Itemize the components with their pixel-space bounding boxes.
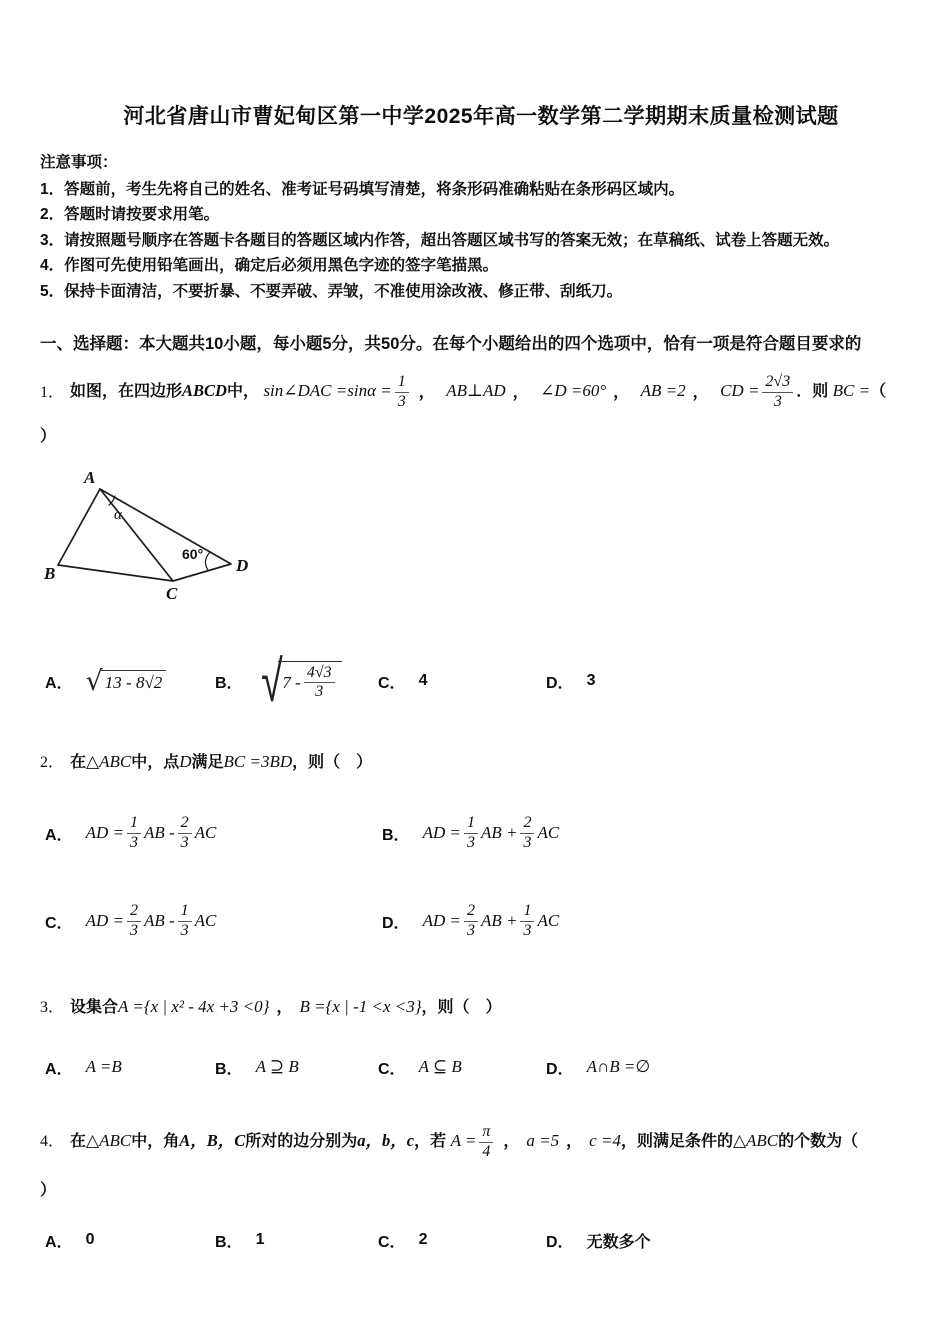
q3-option-a: A． A =B	[45, 1057, 122, 1078]
q3-text: ，则（ ）	[421, 999, 502, 1017]
q1-open-paren: （	[870, 383, 887, 401]
q1-option-a: A． √ 13 - 8√2	[45, 664, 215, 698]
fraction: $\frac{4√3}{3}$	[304, 664, 335, 702]
q4-formula-side-a: a =5	[526, 1131, 560, 1151]
vertex-label-a: A	[84, 468, 96, 488]
q2-triangle: △ABC	[86, 752, 132, 772]
page-title: 河北省唐山市曹妃甸区第一中学2025年高一数学第二学期期末质量检测试题	[123, 105, 839, 128]
fraction: $\frac{1}{3}$	[127, 814, 141, 852]
radical: √ 13 - 8√2	[86, 668, 167, 695]
q4-option-a: A． 0	[45, 1231, 95, 1251]
q4-triangle: △ABC	[86, 1131, 132, 1151]
q4-option-b: B． 1	[215, 1231, 265, 1251]
vertex-label-b: B	[44, 564, 56, 584]
q3-text: 设集合	[70, 999, 119, 1017]
q2-option-b: B． AD = $\frac{1}{3}$ AB + $\frac{2}{3}$ AC	[382, 814, 560, 851]
fraction: $\frac{1}{3}$	[464, 814, 478, 852]
vertex-label-c: C	[166, 584, 178, 604]
notice-item-3: 3．请按照题号顺序在答题卡各题目的答题区域内作答，超出答题区域书写的答案无效；在草稿纸、试卷上答题无效。	[40, 231, 840, 249]
q1-comma: ，	[418, 383, 435, 401]
q4-text: ，则满足条件的	[620, 1133, 733, 1151]
q4-text: 所对的边分别为	[245, 1133, 358, 1151]
q3-option-b: B． A ⊇ B	[215, 1057, 299, 1078]
q1-text: 如图，在四边形	[70, 383, 183, 401]
q1-options	[40, 645, 938, 717]
q1-comma: ，	[613, 383, 630, 401]
q2-text: ，则（ ）	[292, 754, 373, 772]
q2-options-row1	[40, 804, 938, 862]
notice-heading: 注意事项：	[40, 154, 118, 171]
q4-text: 在	[70, 1133, 87, 1151]
notice-item-4: 4．作图可先使用铅笔画出，确定后必须用黑色字迹的签字笔描黑。	[40, 257, 499, 274]
q1-text: ．则	[796, 383, 829, 401]
q3-option-d: D． A∩B =∅	[546, 1057, 651, 1078]
q2-option-a: A． AD = $\frac{1}{3}$ AB - $\frac{2}{3}$ AC	[45, 814, 217, 851]
q3-option-c: C． A ⊆ B	[378, 1057, 462, 1078]
vertex-label-d: D	[236, 556, 249, 576]
q1-option-c: C． 4	[378, 672, 428, 692]
q1-formula-sin: sin∠DAC =sinα =	[263, 381, 392, 401]
notice-section	[40, 150, 938, 304]
angle-alpha-label: α	[114, 507, 122, 524]
section-heading: 一、选择题：本大题共10小题，每小题5分，共50分。在每个小题给出的四个选项中，恰有一项是符合题目要求的	[40, 335, 862, 353]
q4-text: 中，角	[131, 1133, 180, 1151]
q4-text: 的个数为（	[778, 1133, 859, 1151]
question-1-stem	[40, 373, 938, 411]
q1-number: 1．	[40, 383, 65, 401]
fraction: $\frac{2}{3}$	[178, 814, 192, 852]
fraction: $\frac{1}{3}$	[520, 902, 534, 940]
q4-comma: ，	[566, 1133, 583, 1151]
q1-close-paren: ）	[40, 428, 57, 446]
fraction: $\frac{2√3}{3}$	[762, 373, 793, 411]
q1-comma: ，	[512, 383, 529, 401]
fraction: $\frac{2}{3}$	[520, 814, 534, 852]
q1-formula-perp: AB⊥AD	[446, 381, 506, 401]
angle-60-label: 60°	[182, 546, 204, 563]
q1-formula-cd: CD =	[720, 381, 760, 401]
fraction: $\frac{1}{3}$	[395, 373, 409, 411]
q3-set-a: A ={x | x² - 4x +3 <0}	[118, 997, 270, 1017]
fraction: $\frac{1}{3}$	[178, 902, 192, 940]
q3-set-b: B ={x | -1 <x <3}	[299, 997, 422, 1017]
q1-quad-name: ABCD	[182, 381, 227, 401]
q1-formula-ab: AB =2	[640, 381, 686, 401]
fraction: $\frac{2}{3}$	[127, 902, 141, 940]
q4-angles: A，B，C	[179, 1131, 246, 1151]
q4-comma: ，	[503, 1133, 520, 1151]
quadrilateral-outline	[58, 489, 231, 581]
question-4-stem	[40, 1123, 938, 1161]
q4-number: 4．	[40, 1133, 65, 1151]
notice-item-2: 2．答题时请按要求用笔。	[40, 206, 220, 223]
angle-d-arc	[205, 552, 210, 570]
q4-triangle2: △ABC	[732, 1131, 779, 1151]
q4-option-c: C． 2	[378, 1231, 428, 1251]
q4-option-d: D． 无数多个	[546, 1233, 651, 1251]
q2-text: 在	[70, 754, 87, 772]
q4-options	[40, 1223, 938, 1257]
radical: √ 7 - $\frac{4√3}{3}$	[256, 652, 342, 710]
q4-formula-a: A =	[450, 1131, 477, 1151]
question-2-stem	[40, 747, 938, 778]
q4-sides: a，b，c	[357, 1131, 415, 1151]
q1-comma: ，	[692, 383, 709, 401]
notice-item-1: 1．答题前，考生先将自己的姓名、准考证号码填写清楚，将条形码准确粘贴在条形码区域内。	[40, 180, 685, 198]
q1-option-d: D． 3	[546, 672, 596, 692]
q4-close-paren: ）	[40, 1182, 57, 1199]
q3-number: 3．	[40, 999, 65, 1017]
q1-formula-bc: BC =	[832, 381, 871, 401]
q1-option-b: B． √ 7 - $\frac{4√3}{3}$	[215, 652, 378, 710]
q2-text: 满足	[191, 754, 224, 772]
q2-text: 中，点	[131, 754, 180, 772]
q2-point-d: D	[179, 752, 192, 772]
q2-condition: BC =3BD	[223, 752, 293, 772]
fraction: $\frac{2}{3}$	[464, 902, 478, 940]
quadrilateral-figure	[42, 467, 292, 617]
q2-option-c: C． AD = $\frac{2}{3}$ AB - $\frac{1}{3}$ AC	[45, 902, 217, 939]
q2-number: 2．	[40, 754, 65, 772]
fraction: $\frac{\pi}{4}$	[479, 1123, 493, 1161]
notice-item-5: 5．保持卡面清洁，不要折暴、不要弄破、弄皱，不准使用涂改液、修正带、刮纸刀。	[40, 282, 623, 300]
q2-options-row2	[40, 892, 938, 950]
q4-formula-side-c: c =4	[589, 1131, 621, 1151]
q3-comma: ，	[276, 999, 293, 1017]
q1-text: 中，	[226, 383, 259, 401]
q3-options	[40, 1047, 938, 1087]
q4-text: ，若	[414, 1133, 447, 1151]
question-3-stem	[40, 992, 938, 1023]
q2-option-d: D． AD = $\frac{2}{3}$ AB + $\frac{1}{3}$ AC	[382, 902, 560, 939]
q1-formula-angle-d: ∠D =60°	[540, 381, 607, 401]
